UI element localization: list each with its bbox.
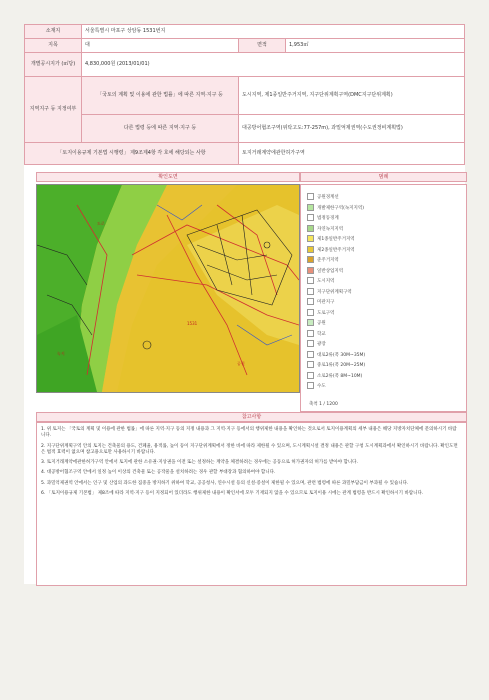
legend-label: 준주거지역 xyxy=(317,258,339,263)
legend-label: 광장 xyxy=(317,342,326,347)
landuse-label: 지목 xyxy=(25,39,82,53)
price-label: 개별공시지가 (㎡당) xyxy=(25,53,82,77)
note-paragraph: 1. 위 토지는 「국토의 계획 및 이용에 관한 법률」에 따른 지역·지구 등의 지정 내용과 그 지역·지구 등에서의 행위제한 내용을 확인하는 것으로서 토지이용계획의 세부 내용은 해당 지방자치단체에 문의하시기 바랍니다. xyxy=(41,427,457,439)
location-label: 소재지 xyxy=(25,25,82,39)
legend-swatch xyxy=(307,204,314,211)
legend-item xyxy=(307,382,326,389)
legend-label: 제2종일반주거지역 xyxy=(317,247,355,253)
legend-label: 도로구역 xyxy=(317,310,335,316)
notes-panel xyxy=(36,422,467,586)
notes-heading: 참고사항 xyxy=(36,412,467,422)
legend-label: 중로1류(폭 20M~25M) xyxy=(317,363,366,368)
legend-swatch xyxy=(307,351,314,358)
legend-swatch xyxy=(307,330,314,337)
legend-item xyxy=(307,288,352,295)
legend-swatch xyxy=(307,298,314,305)
note-paragraph: 5. 과밀억제권역 안에서는 인구 및 산업의 과도한 집중을 방지하기 위하여 학교, 공공청사, 연수시설 등의 신설·증설이 제한될 수 있으며, 관련 법령에 따른 과밀부담금이 부과될 수 있습니다. xyxy=(41,480,409,486)
legend-label: 자연녹지지역 xyxy=(317,226,344,232)
legend-label: 수도 xyxy=(317,384,326,389)
svg-text:1531: 1531 xyxy=(187,321,198,326)
legend-swatch xyxy=(307,382,314,389)
legend-item xyxy=(307,214,339,221)
legend-swatch xyxy=(307,246,314,253)
legend-label: 법정동경계 xyxy=(317,216,339,221)
site-map-image xyxy=(37,185,299,392)
svg-text:공원: 공원 xyxy=(237,361,245,366)
svg-text:도로: 도로 xyxy=(97,221,105,226)
legend-item xyxy=(307,298,334,305)
document-page xyxy=(24,24,465,584)
legend-item xyxy=(307,204,364,211)
legend-label: 제1종일반주거지역 xyxy=(317,237,355,242)
legend-item xyxy=(307,225,343,232)
legend-swatch xyxy=(307,225,314,232)
map-heading: 확인도면 xyxy=(36,172,300,182)
map-scale: 축척 1 / 1200 xyxy=(309,402,338,407)
legend-swatch xyxy=(307,372,314,379)
note-paragraph: 3. 토지거래계약에관한허가구역 안에서 토지에 관한 소유권·지상권을 이전 또는 설정하는 계약을 체결하려는 경우에는 공동으로 허가권자의 허가를 받아야 합니다. xyxy=(41,460,358,466)
zone-value-2: 대공방어협조구역(위탁고도:77-257m), 과밀억제권역(수도권정비계획법) xyxy=(239,115,465,143)
legend-item xyxy=(307,267,343,274)
legend-item xyxy=(307,361,365,368)
legend-label: 소로2류(폭 8M~10M) xyxy=(317,373,363,379)
landuse-value: 대 xyxy=(82,39,239,53)
legend-swatch xyxy=(307,267,314,274)
legend-label: 지구단위계획구역 xyxy=(317,289,352,295)
legend-label: 일반상업지역 xyxy=(317,268,344,274)
legend-swatch xyxy=(307,277,314,284)
legend-heading: 범례 xyxy=(300,172,467,182)
legend-swatch xyxy=(307,340,314,347)
info-table xyxy=(24,24,465,165)
legend-item xyxy=(307,277,334,284)
legend-label: 대로2류(폭 30M~35M) xyxy=(317,352,366,358)
price-value: 4,830,000원 (2013/01/01) xyxy=(82,53,465,77)
legend-item xyxy=(307,235,355,242)
legend-swatch xyxy=(307,256,314,263)
legend-item xyxy=(307,246,355,253)
legend-swatch xyxy=(307,309,314,316)
legend-swatch xyxy=(307,214,314,221)
legend-swatch xyxy=(307,235,314,242)
legend-label: 개발제한구역(녹지지역) xyxy=(317,205,364,211)
location-value: 서울특별시 마포구 상암동 1531번지 xyxy=(82,25,465,39)
legend-item xyxy=(307,193,339,200)
legend-label: 도시지역 xyxy=(317,279,335,284)
legend-item xyxy=(307,372,362,379)
legend-swatch xyxy=(307,361,314,368)
legend-label: 공원경계선 xyxy=(317,195,339,200)
zone-sub-1: 「국토의 계획 및 이용에 관한 법률」에 따른 지역·지구 등 xyxy=(82,77,239,115)
note-paragraph: 6. 「토지이용규제 기본법」 제8조에 따라 지역·지구 등이 지정되어 있더라도 행위제한 내용이 확인서에 모두 기재되지 않을 수 있으므로 토지이용 시에는 관계 법령을 반드시 확인하시기 바랍니다. xyxy=(41,491,424,497)
legend-swatch xyxy=(307,288,314,295)
legend-swatch xyxy=(307,193,314,200)
legend-label: 학교 xyxy=(317,331,326,337)
zone-label-3: 「토지이용규제 기본법 시행령」 제9조제4항 각 호에 해당되는 사항 xyxy=(25,143,239,165)
note-paragraph: 4. 대공방어협조구역 안에서 일정 높이 이상의 건축물 또는 공작물을 설치하려는 경우 관할 부대장과 협의하여야 합니다. xyxy=(41,470,276,476)
zone-value-3: 토지거래계약에관한허가구역 xyxy=(239,143,465,165)
zone-sub-2: 다른 법령 등에 따른 지역·지구 등 xyxy=(82,115,239,143)
legend-label: 미관지구 xyxy=(317,300,335,305)
legend-panel xyxy=(300,184,467,412)
legend-item xyxy=(307,319,326,326)
legend-label: 공원 xyxy=(317,321,326,326)
zone-label: 지역지구 등 지정여부 xyxy=(25,77,82,143)
legend-item xyxy=(307,351,365,358)
site-map xyxy=(36,184,300,393)
area-label: 면적 xyxy=(239,39,286,53)
area-value: 1,953㎡ xyxy=(286,39,465,53)
zone-value-1: 도시지역, 제1종일반주거지역, 지구단위계획구역(DMC지구단위계획) xyxy=(239,77,465,115)
legend-item xyxy=(307,309,334,316)
legend-swatch xyxy=(307,319,314,326)
legend-item xyxy=(307,340,326,347)
note-paragraph: 2. 지구단위계획구역 안의 토지는 건축물의 용도, 건폐율, 용적률, 높이 등이 지구단위계획에서 정한 바에 따라 제한될 수 있으며, 도시계획시설 결정 내용은 관할 구청 도시계획과에서 확인하시기 바랍니다. 확인도면은 법적 효력이 없으며 참고용으로만 사용하시기 바랍니다. xyxy=(41,443,458,455)
svg-text:녹지: 녹지 xyxy=(57,351,65,356)
legend-item xyxy=(307,330,326,337)
legend-item xyxy=(307,256,339,263)
